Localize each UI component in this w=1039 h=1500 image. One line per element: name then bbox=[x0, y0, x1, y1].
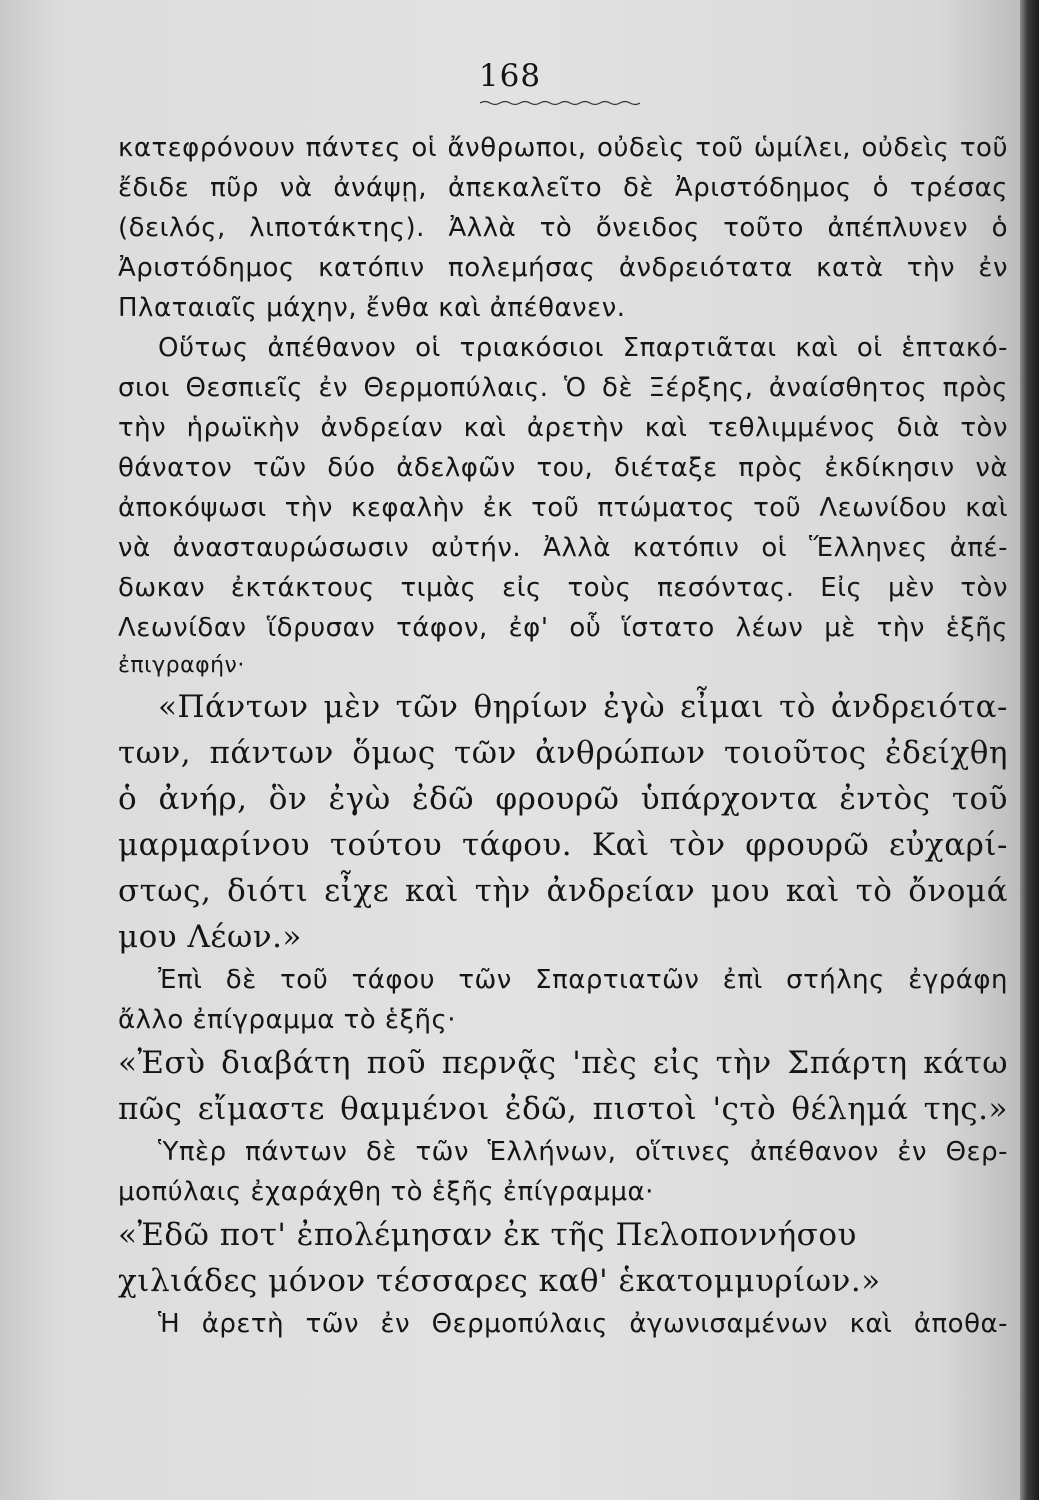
text-line: Λεωνίδαν ἵδρυσαν τάφον, ἐφ' οὗ ἵστατο λέων μὲ τὴν ἑξῆς bbox=[118, 613, 1008, 643]
text-line: δωκαν ἐκτάκτους τιμὰς εἰς τοὺς πεσόντας. Εἰς μὲν τὸν bbox=[118, 573, 1008, 603]
text-line: (δειλός, λιποτάκτης). Ἀλλὰ τὸ ὄνειδος τοῦτο ἀπέπλυνεν ὁ bbox=[118, 213, 1008, 243]
text-line: Ἀριστόδημος κατόπιν πολεμήσας ἀνδρειότατα κατὰ τὴν ἐν bbox=[118, 253, 1008, 283]
decorative-wavy-rule bbox=[480, 100, 640, 106]
text-line: μαρμαρίνου τούτου τάφου. Καὶ τὸν φρουρῶ εὐχαρί- bbox=[118, 827, 1008, 863]
text-line: μοπύλαις ἐχαράχθη τὸ ἑξῆς ἐπίγραμμα· bbox=[118, 1177, 654, 1207]
text-line: στως, διότι εἶχε καὶ τὴν ἀνδρείαν μου καὶ τὸ ὄνομά bbox=[118, 873, 1008, 909]
page-edge-shadow bbox=[1020, 0, 1039, 1500]
text-line: ὁ ἀνήρ, ὃν ἐγὼ ἐδῶ φρουρῶ ὑπάρχοντα ἐντὸς τοῦ bbox=[118, 781, 1008, 817]
text-line: ἐπιγραφήν· bbox=[118, 653, 245, 678]
text-line: Ἐπὶ δὲ τοῦ τάφου τῶν Σπαρτιατῶν ἐπὶ στήλης ἐγράφη bbox=[158, 965, 1008, 995]
text-line: θάνατον τῶν δύο ἀδελφῶν του, διέταξε πρὸς ἐκδίκησιν νὰ bbox=[118, 453, 1008, 483]
text-line: νὰ ἀνασταυρώσωσιν αὐτήν. Ἀλλὰ κατόπιν οἱ Ἕλληνες ἀπέ- bbox=[118, 533, 1008, 563]
text-line: μου Λέων.» bbox=[118, 919, 302, 955]
text-line: «Πάντων μὲν τῶν θηρίων ἐγὼ εἶμαι τὸ ἀνδρειότα- bbox=[158, 689, 1008, 725]
text-line: Πλαταιαῖς μάχην, ἔνθα καὶ ἀπέθανεν. bbox=[118, 293, 626, 323]
text-line: Ὑπὲρ πάντων δὲ τῶν Ἑλλήνων, οἵτινες ἀπέθανον ἐν Θερ- bbox=[158, 1137, 1008, 1167]
text-line: «Ἐδῶ ποτ' ἐπολέμησαν ἐκ τῆς Πελοποννήσου bbox=[118, 1217, 857, 1253]
text-line: «Ἐσὺ διαβάτη ποῦ περνᾷς 'πὲς εἰς τὴν Σπάρτη κάτω bbox=[118, 1045, 1008, 1081]
page-number: 168 bbox=[478, 58, 542, 94]
text-line: σιοι Θεσπιεῖς ἐν Θερμοπύλαις. Ὁ δὲ Ξέρξης, ἀναίσθητος πρὸς bbox=[118, 373, 1008, 403]
text-line: Ἡ ἀρετὴ τῶν ἐν Θερμοπύλαις ἀγωνισαμένων καὶ ἀποθα- bbox=[158, 1309, 1008, 1339]
text-line: ἔδιδε πῦρ νὰ ἀνάψῃ, ἀπεκαλεῖτο δὲ Ἀριστόδημος ὁ τρέσας bbox=[118, 173, 1008, 203]
text-line: Οὕτως ἀπέθανον οἱ τριακόσιοι Σπαρτιᾶται καὶ οἱ ἑπτακό- bbox=[158, 333, 1008, 363]
text-line: τὴν ἡρωϊκὴν ἀνδρείαν καὶ ἀρετὴν καὶ τεθλιμμένος διὰ τὸν bbox=[118, 413, 1008, 443]
text-line: πῶς εἴμαστε θαμμένοι ἐδῶ, πιστοὶ 'ςτὸ θέλημά της.» bbox=[118, 1091, 1008, 1127]
body-text bbox=[118, 128, 1008, 1344]
text-line: ἄλλο ἐπίγραμμα τὸ ἑξῆς· bbox=[118, 1005, 456, 1035]
text-line: των, πάντων ὅμως τῶν ἀνθρώπων τοιοῦτος ἐδείχθη bbox=[118, 735, 1008, 771]
text-line: χιλιάδες μόνον τέσσαρες καθ' ἑκατομμυρίων.» bbox=[118, 1263, 881, 1299]
text-line: κατεφρόνουν πάντες οἱ ἄνθρωποι, οὐδεὶς τοῦ ὡμίλει, οὐδεὶς τοῦ bbox=[118, 133, 1008, 163]
text-line: ἀποκόψωσι τὴν κεφαλὴν ἐκ τοῦ πτώματος τοῦ Λεωνίδου καὶ bbox=[118, 493, 1008, 523]
